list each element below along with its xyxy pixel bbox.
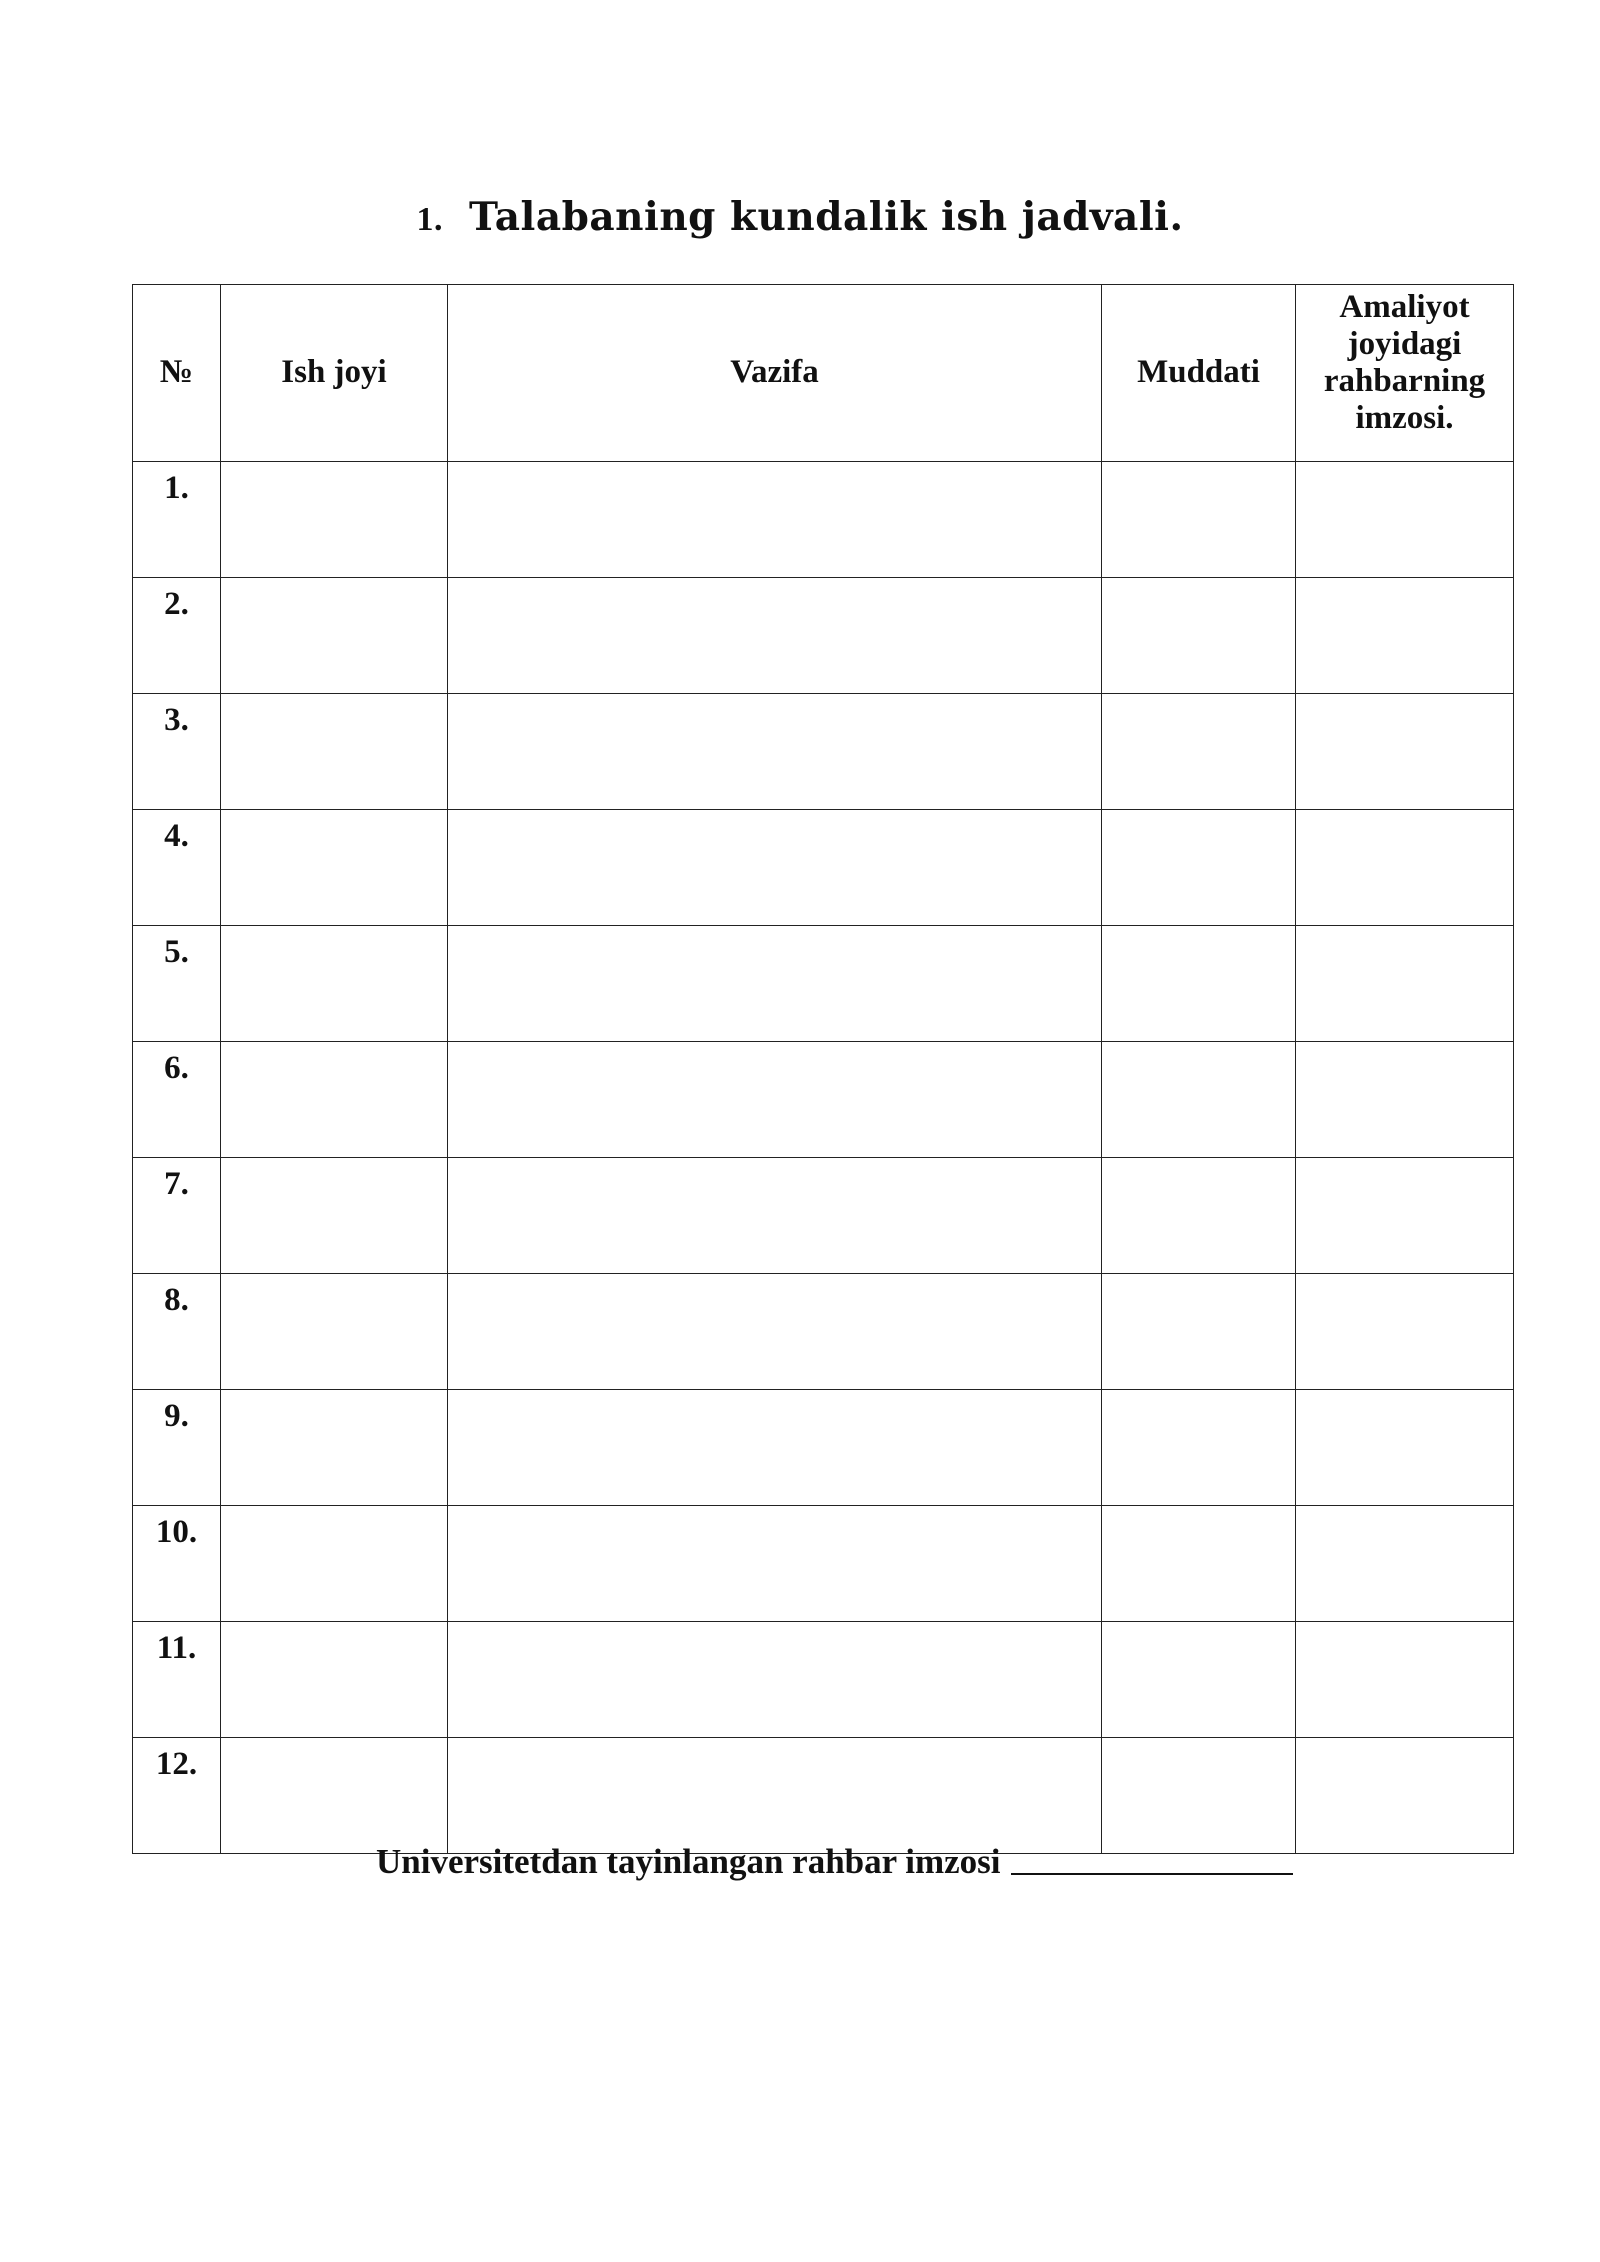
title-text: Talabaning kundalik ish jadvali. — [468, 194, 1184, 240]
cell-deadline[interactable] — [1102, 1158, 1296, 1274]
cell-task[interactable] — [448, 810, 1102, 926]
row-number: 9. — [133, 1390, 221, 1506]
cell-signature[interactable] — [1296, 1738, 1514, 1854]
cell-workplace[interactable] — [221, 1390, 448, 1506]
cell-deadline[interactable] — [1102, 1274, 1296, 1390]
cell-task[interactable] — [448, 926, 1102, 1042]
header-supervisor-signature: Amaliyot joyidagi rahbarning imzosi. — [1296, 285, 1514, 462]
cell-workplace[interactable] — [221, 926, 448, 1042]
cell-signature[interactable] — [1296, 1622, 1514, 1738]
cell-deadline[interactable] — [1102, 578, 1296, 694]
cell-task[interactable] — [448, 1738, 1102, 1854]
table-row — [133, 1622, 1514, 1738]
cell-workplace[interactable] — [221, 462, 448, 578]
cell-workplace[interactable] — [221, 1738, 448, 1854]
row-number: 12. — [133, 1738, 221, 1854]
table-row — [133, 1042, 1514, 1158]
table-row — [133, 810, 1514, 926]
cell-signature[interactable] — [1296, 1158, 1514, 1274]
daily-work-table — [132, 284, 1514, 1854]
cell-workplace[interactable] — [221, 578, 448, 694]
table-row — [133, 1506, 1514, 1622]
row-number: 5. — [133, 926, 221, 1042]
cell-deadline[interactable] — [1102, 1738, 1296, 1854]
row-number: 4. — [133, 810, 221, 926]
row-number: 10. — [133, 1506, 221, 1622]
signature-line[interactable] — [1011, 1872, 1293, 1875]
row-number: 11. — [133, 1622, 221, 1738]
university-supervisor-signature — [376, 1842, 1293, 1882]
cell-deadline[interactable] — [1102, 1390, 1296, 1506]
cell-signature[interactable] — [1296, 1274, 1514, 1390]
header-number: № — [133, 285, 221, 462]
header-workplace: Ish joyi — [221, 285, 448, 462]
cell-workplace[interactable] — [221, 1274, 448, 1390]
cell-deadline[interactable] — [1102, 810, 1296, 926]
table-row — [133, 1738, 1514, 1854]
header-task: Vazifa — [448, 285, 1102, 462]
table-row — [133, 578, 1514, 694]
cell-task[interactable] — [448, 578, 1102, 694]
cell-task[interactable] — [448, 694, 1102, 810]
cell-deadline[interactable] — [1102, 1042, 1296, 1158]
cell-signature[interactable] — [1296, 1042, 1514, 1158]
cell-signature[interactable] — [1296, 578, 1514, 694]
title-number: 1. — [416, 201, 443, 238]
cell-signature[interactable] — [1296, 1390, 1514, 1506]
row-number: 3. — [133, 694, 221, 810]
table-row — [133, 926, 1514, 1042]
cell-workplace[interactable] — [221, 810, 448, 926]
cell-task[interactable] — [448, 1506, 1102, 1622]
cell-deadline[interactable] — [1102, 462, 1296, 578]
cell-workplace[interactable] — [221, 1158, 448, 1274]
cell-deadline[interactable] — [1102, 694, 1296, 810]
page-title — [0, 194, 1600, 240]
row-number: 6. — [133, 1042, 221, 1158]
cell-signature[interactable] — [1296, 462, 1514, 578]
cell-signature[interactable] — [1296, 694, 1514, 810]
cell-task[interactable] — [448, 1042, 1102, 1158]
cell-workplace[interactable] — [221, 1622, 448, 1738]
cell-task[interactable] — [448, 1390, 1102, 1506]
cell-task[interactable] — [448, 462, 1102, 578]
cell-deadline[interactable] — [1102, 1622, 1296, 1738]
row-number: 2. — [133, 578, 221, 694]
cell-deadline[interactable] — [1102, 1506, 1296, 1622]
cell-workplace[interactable] — [221, 1042, 448, 1158]
table-header-row — [133, 285, 1514, 462]
header-deadline: Muddati — [1102, 285, 1296, 462]
signature-label: Universitetdan tayinlangan rahbar imzosi — [376, 1842, 1001, 1881]
row-number: 7. — [133, 1158, 221, 1274]
table-row — [133, 1390, 1514, 1506]
table-row — [133, 1274, 1514, 1390]
row-number: 8. — [133, 1274, 221, 1390]
cell-workplace[interactable] — [221, 1506, 448, 1622]
table-body — [133, 462, 1514, 1854]
row-number: 1. — [133, 462, 221, 578]
cell-signature[interactable] — [1296, 926, 1514, 1042]
cell-signature[interactable] — [1296, 810, 1514, 926]
table-row — [133, 1158, 1514, 1274]
cell-task[interactable] — [448, 1158, 1102, 1274]
cell-signature[interactable] — [1296, 1506, 1514, 1622]
cell-deadline[interactable] — [1102, 926, 1296, 1042]
cell-task[interactable] — [448, 1622, 1102, 1738]
cell-workplace[interactable] — [221, 694, 448, 810]
cell-task[interactable] — [448, 1274, 1102, 1390]
table-row — [133, 694, 1514, 810]
table-row — [133, 462, 1514, 578]
